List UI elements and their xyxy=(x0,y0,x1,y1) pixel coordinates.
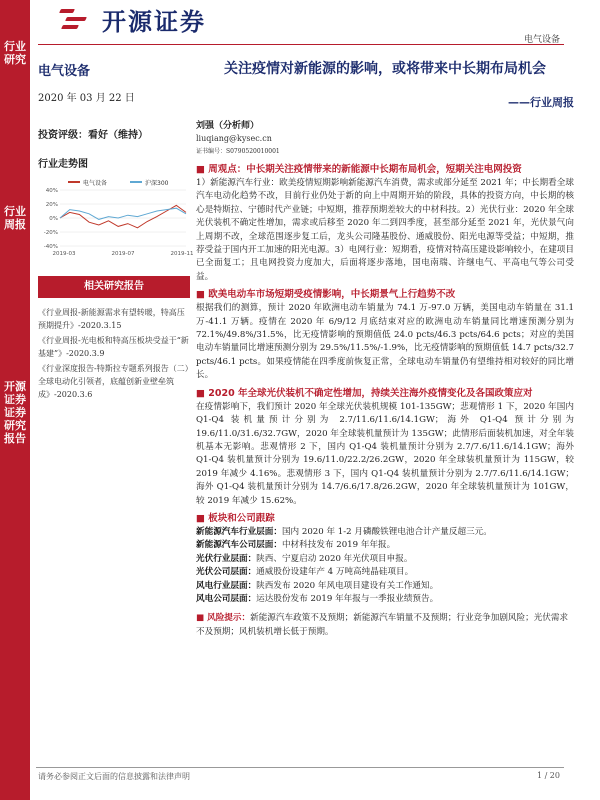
tracking-label: 光伏公司层面： xyxy=(196,567,257,578)
tracking-item xyxy=(196,566,574,579)
y-tick-label: -20% xyxy=(43,230,58,236)
trend-title: 行业走势图 xyxy=(38,159,88,170)
logo-mark-icon xyxy=(56,6,96,32)
x-tick-label: 2019-11 xyxy=(170,251,194,257)
footer-disclaimer: 请务必参阅正文后面的信息披露和法律声明 xyxy=(38,772,190,781)
sidebar-label-weekly: 行业周报 xyxy=(4,205,26,231)
header-category: 电气设备 xyxy=(523,35,560,45)
tracking-item xyxy=(196,553,574,566)
section-heading-pv-install: ■ 2020 年全球光伏装机不确定性增加，持续关注海外疫情变化及各国政策应对 xyxy=(196,387,533,399)
sidebar-label-industry-research: 行业研究 xyxy=(4,40,26,66)
logo-text: 开源证券 xyxy=(102,7,206,36)
x-tick-label: 2019-07 xyxy=(111,251,135,257)
y-tick-label: 0% xyxy=(49,216,58,222)
left-sidebar-band xyxy=(0,0,30,800)
report-summary xyxy=(196,163,574,639)
section-text-weekly-view: 1）新能源汽车行业：欧美疫情短期影响新能源汽车消费，需求或部分延至 2021 年；中长期看全球汽车电动化趋势不改，目前行业仍处于新的向上中周期开始的阶段，具体的投资方向，中长期的核心是特斯拉、宁德时代产业链；中短期，推荐预期差较大的中材科技。2）光伏行业：2020 年全球光伏装机不确定性增加，需求或后移至 2020 年二到四季度，甚至部分延至 2021 年，光伏景气向上周期不改，全球范围逐步复工后，龙头公司隆基股份、通威股份、阳光电源等受益；中短期，推荐受益于国内开工加速的阳光电源。3）电网行业：短期看，疫情对特高压建设影响较小，在建项目已全面复工；且电网投资力度加大，后面将逐步落地，国电南瑞、许继电气、平高电气等公司受益。 xyxy=(196,178,574,282)
tracking-text: 国内 2020 年 1-2 月磷酸铁锂电池合计产量反超三元。 xyxy=(281,526,492,537)
legend-label: 沪深300 xyxy=(145,180,169,187)
company-logo xyxy=(56,2,206,36)
section-text-pv-install: 在疫情影响下，我们预计 2020 年全球光伏装机规模 101-135GW；悲观情形 1 下，2020 年国内 Q1-Q4 装机量预计分别为 2.7/11.6/11.6/14.1GW；海外 Q1-Q4 预计分别为 19.6/11.0/31.6/32.7GW，2020 年全球装机量预计为 135GW；此情形后面装机加速，对全年装机基本无影响。悲观情形 2 下，国内 Q1-Q4 装机量预计分别为 2.7/7.6/11.6/14.1GW；海外 Q1-Q4 装机量预计分别为 19.6/11.0/22.2/26.2GW，2020 年全球装机量预计为 115GW，较 2019 年减少 4.16%。悲观情形 3 下，国内 Q1-Q4 装机量预计分别为 2.7/7.6/11.6/14.1GW；海外 Q1-Q4 装机量预计分别为 14.7/6.6/17.8/26.2GW，2020 年全球装机量预计为 101GW，较 2019 年减少 15.62%。 xyxy=(196,401,574,506)
tracking-text: 运达股份发布 2019 年年报与一季报业绩预告。 xyxy=(256,593,439,604)
risk-label: ■ 风险提示： xyxy=(196,613,251,624)
section-heading-ev-market: ■ 欧美电动车市场短期受疫情影响，中长期景气上行趋势不改 xyxy=(196,289,456,301)
tracking-label: 新能源汽车行业层面： xyxy=(196,526,282,537)
analyst-email[interactable]: liuqiang@kysec.cn xyxy=(196,134,272,143)
tracking-label: 风电行业层面： xyxy=(196,580,257,591)
main-column xyxy=(196,48,574,639)
investment-rating: 投资评级：看好（维持） xyxy=(38,130,148,141)
tracking-item xyxy=(196,526,574,539)
sector-name: 电气设备 xyxy=(38,64,91,79)
tracking-text: 中材科技发布 2019 年年报。 xyxy=(281,540,396,551)
analyst-name: 刘强（分析师） xyxy=(196,121,260,131)
related-report-item[interactable]: 《行业周报-光电板和特高压板块受益于“新基建”》-2020.3.9 xyxy=(38,336,189,358)
section-heading-weekly-view: ■ 周观点：中长期关注疫情带来的新能源中长期布局机会，短期关注电网投资 xyxy=(196,164,522,175)
header-divider xyxy=(38,44,564,45)
risk-warning xyxy=(196,612,574,639)
related-reports-list xyxy=(38,306,190,401)
tracking-label: 新能源汽车公司层面： xyxy=(196,540,282,551)
series-line-csi300 xyxy=(60,208,186,219)
x-tick-label: 2019-03 xyxy=(52,251,76,257)
y-tick-label: 40% xyxy=(45,188,58,194)
tracking-item xyxy=(196,593,574,606)
y-tick-label: 20% xyxy=(45,202,58,208)
related-report-item[interactable]: 《行业周报-新能源需求有望转暖，特高压预期提升》-2020.3.15 xyxy=(38,308,185,330)
trend-chart xyxy=(38,176,194,258)
analyst-cert: 证书编号：S0790520010001 xyxy=(196,148,280,155)
footer-divider xyxy=(36,767,564,768)
related-report-item[interactable]: 《行业深度报告-特斯拉专题系列报告（二）全球电动化引领者，底蕴创新业壁垒筑成》-2020.3.6 xyxy=(38,364,189,399)
tracking-label: 光伏行业层面： xyxy=(196,553,257,564)
tracking-label: 风电公司层面： xyxy=(196,593,257,604)
related-reports-title: 相关研究报告 xyxy=(38,276,190,298)
left-column xyxy=(38,48,194,403)
report-subtitle: ——行业周报 xyxy=(508,96,574,109)
tracking-text: 通威股份设建年产 4 万吨高纯晶硅项目。 xyxy=(256,567,414,578)
risk-text: 新能源汽车政策不及预期；新能源汽车销量不及预期；行业竞争加剧风险；光伏需求不及预期；风机装机增长低于预期。 xyxy=(196,613,569,637)
section-heading-tracking: ■ 板块和公司跟踪 xyxy=(196,512,275,524)
legend-label: 电气设备 xyxy=(83,180,108,187)
report-title: 关注疫情对新能源的影响，或将带来中长期布局机会 xyxy=(224,61,546,77)
tracking-text: 陕西、宁夏启动 2020 年光伏项目申报。 xyxy=(256,553,413,564)
report-date: 2020 年 03 月 22 日 xyxy=(38,93,135,104)
tracking-item xyxy=(196,580,574,593)
section-text-ev-market: 根据我们的测算，预计 2020 年欧洲电动车销量为 74.1 万-97.0 万辆，美国电动车销量在 31.1 万-41.1 万辆。疫情在 2020 年 6/9/12 月底结束对应的欧洲电动车销量同比增速预测分别为 72.1%/49.8%/31.5%，比无疫情影响的预期值低 24.0 pcts/46.3 pcts/64.6 pcts；对应的美国电动车销量同比增速预测分别为 29.5%/11.5%/-1.9%，比无疫情影响的预期值低 14.7 pcts/32.7 pcts/46.1 pcts。如果疫情能在四季度前恢复正常，全球电动车销量仍有望维持相对较好的同比增长。 xyxy=(196,303,574,381)
trend-chart-svg xyxy=(38,176,194,258)
sidebar-label-brand: 开源证券 证券研究报告 xyxy=(4,380,26,445)
y-tick-label: -40% xyxy=(43,244,58,250)
tracking-item xyxy=(196,539,574,552)
tracking-text: 陕西发布 2020 年风电项目建设有关工作通知。 xyxy=(256,580,439,591)
page-number: 1 / 20 xyxy=(536,771,560,780)
